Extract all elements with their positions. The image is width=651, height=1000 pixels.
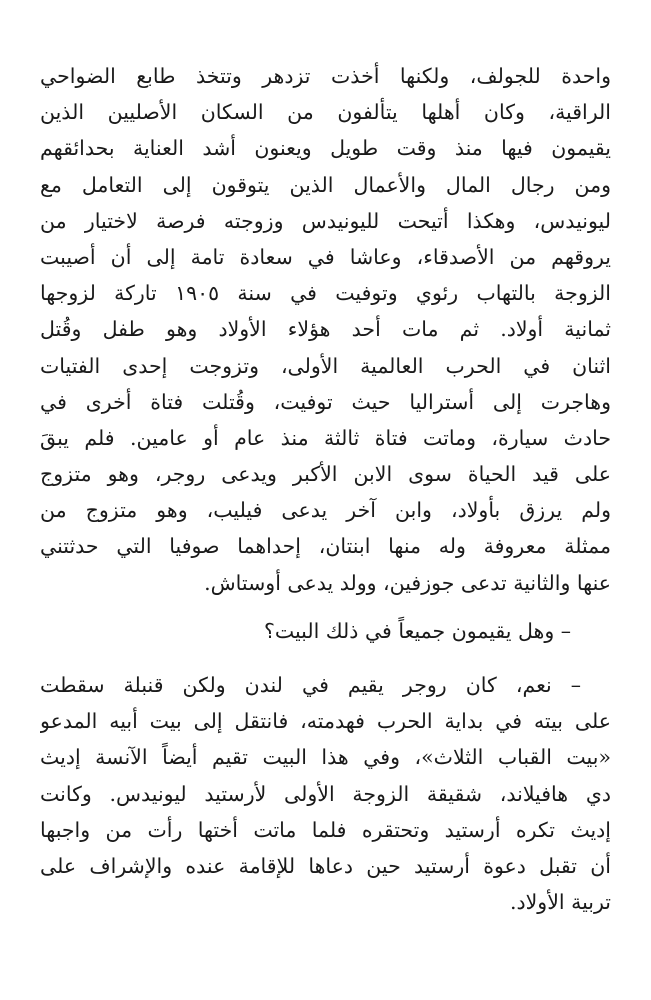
text-line: عنها والثانية تدعى جوزفين، وولد يدعى أوستاش. [204,570,611,595]
text-line: ممثلة معروفة وله منها ابنتان، إحداهما صوفيا التي حدثتني [40,534,611,559]
text-line: حادث سيارة، وماتت فتاة ثالثة منذ عام أو عامين. فلم يبقَ [40,425,611,450]
paragraph-spacer [40,601,611,613]
text-line: واحدة للجولف، ولكنها أخذت تزدهر وتتخذ طابع الضواحي [40,64,611,88]
text-line: على بيته في بداية الحرب فهدمته، فانتقل إلى بيت أبيه المدعو [40,709,611,734]
text-line: أن تقبل دعوة أرستيد حين دعاها للإقامة عنده والإشراف على [40,853,611,878]
text-line: الراقية، وكان أهلها يتألفون من السكان الأصليين الذين [40,100,611,125]
text-line: على قيد الحياة سوى الابن الأكبر ويدعى روجر، وهو متزوج [40,462,611,487]
paragraph-question [40,613,611,649]
text-line: ثمانية أولاد. ثم مات أحد هؤلاء الأولاد وهو طفل وقُتل [40,317,611,342]
text-line: اثنان في الحرب العالمية الأولى، وتزوجت إحدى الفتيات [40,353,611,378]
text-line: يقيمون فيها منذ وقت طويل ويعنون أشد العناية بحدائقهم [40,136,611,161]
text-line: ولم يرزق بأولاد، وابن آخر يدعى فيليب، وهو متزوج من [40,498,611,523]
text-line: الزوجة بالتهاب رئوي وتوفيت في سنة ١٩٠٥ تاركة لزوجها [40,281,611,306]
text-line: وهاجرت إلى أستراليا حيث توفيت، وقُتلت فتاة أخرى في [40,389,611,414]
paragraph-spacer [40,649,611,667]
book-page [40,58,611,920]
text-line: – نعم، كان روجر يقيم في لندن ولكن قنبلة سقطت [40,673,581,697]
text-line: دي هافيلاند، شقيقة الزوجة الأولى لأرستيد ليونيدس. وكانت [40,781,611,806]
text-line: ليونيدس، وهكذا أتيحت لليونيدس وزوجته فرصة لاختيار من [40,208,611,233]
text-line: تربية الأولاد. [509,890,611,915]
text-line: – وهل يقيمون جميعاً في ذلك البيت؟ [263,618,571,643]
text-line: يروقهم من الأصدقاء، وعاشا في سعادة تامة إلى أن أصيبت [40,244,611,269]
paragraph-family-history [40,58,611,601]
text-line: إديث تكره أرستيد وتحتقره فلما ماتت أختها رأت من واجبها [40,817,611,842]
text-line: «بيت القباب الثلاث»، وفي هذا البيت تقيم أيضاً الآنسة إديث [40,745,611,770]
paragraph-answer [40,667,611,920]
text-line: ومن رجال المال والأعمال الذين يتوقون إلى التعامل مع [40,172,611,197]
